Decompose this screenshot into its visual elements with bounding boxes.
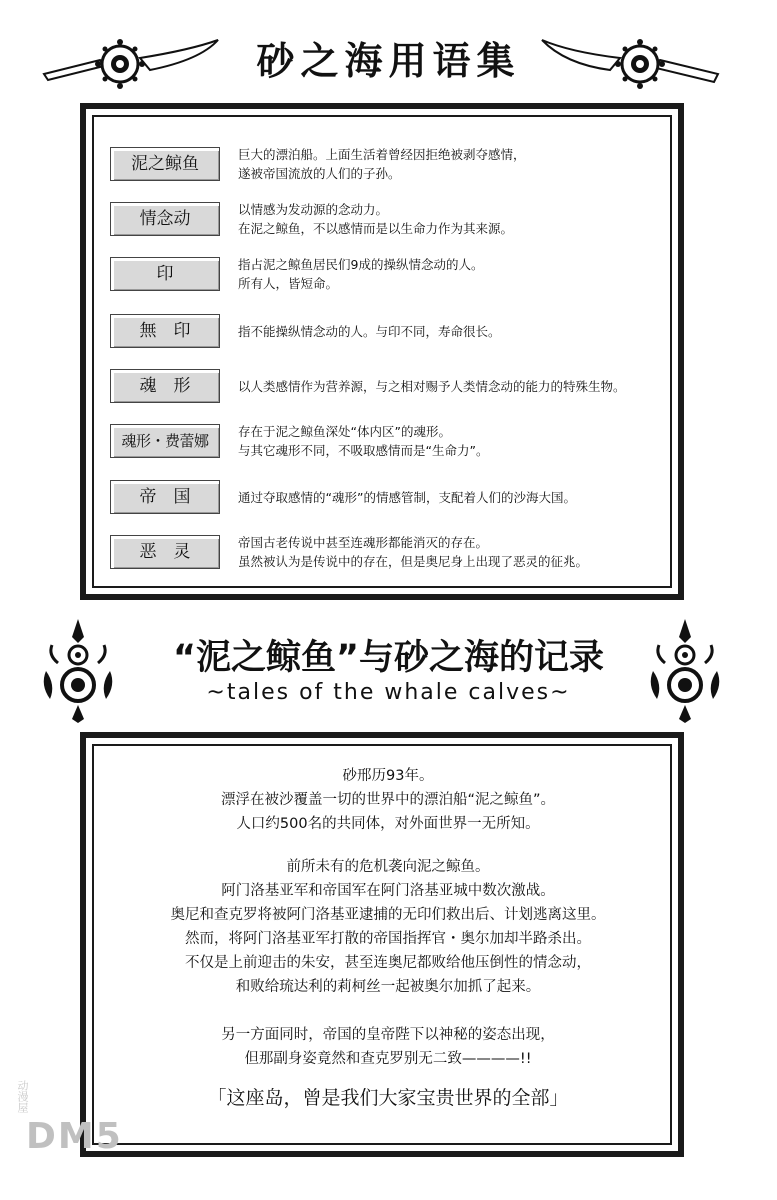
records-subtitle: ~tales of the whale calves~ [206, 680, 571, 705]
records-panel [80, 732, 684, 1157]
story-line: 漂浮在被沙覆盖一切的世界中的漂泊船“泥之鲸鱼”。 [220, 792, 556, 808]
glossary-row [110, 249, 670, 299]
definition-line: 通过夺取感情的“魂形”的情感管制，支配着人们的沙海大国。 [238, 489, 576, 505]
records-title: “泥之鲸鱼”与砂之海的记录 [172, 638, 604, 678]
story-line: 奥尼和查克罗将被阿门洛基亚逮捕的无印们救出后、计划逃离这里。 [170, 907, 606, 923]
term-label: 魂形・费蕾娜 [110, 424, 220, 458]
definition-line: 虽然被认为是传说中的存在，但是奥尼身上出现了恶灵的征兆。 [238, 554, 589, 569]
term-label: 帝 国 [110, 480, 220, 514]
definition-line: 所有人，皆短命。 [238, 276, 339, 291]
story-line: 但那副身姿竟然和查克罗别无二致————!! [244, 1051, 532, 1067]
term-label: 情念动 [110, 202, 220, 236]
watermark-logo: DM5 [26, 1116, 123, 1157]
glossary-row [110, 194, 670, 244]
glossary-row [110, 361, 670, 411]
definition-line: 在泥之鲸鱼，不以感情而是以生命力作为其来源。 [238, 221, 514, 236]
watermark-side-text: 动漫屋 [16, 1080, 29, 1113]
story-line: 然而，将阿门洛基亚军打散的帝国指挥官・奥尔加却半路杀出。 [185, 931, 591, 947]
definition-line: 以情感为发动源的念动力。 [238, 202, 389, 217]
definition-line: 帝国古老传说中甚至连魂形都能消灭的存在。 [238, 535, 489, 550]
term-definition [238, 194, 678, 244]
term-definition [238, 527, 678, 577]
term-label: 魂 形 [110, 369, 220, 403]
page-title: 砂之海用语集 [256, 39, 521, 83]
sword-ornament-right-icon [540, 30, 725, 90]
term-definition [238, 472, 678, 522]
definition-line: 存在于泥之鲸鱼深处“体内区”的魂形。 [238, 424, 451, 439]
story-line: 人口约500名的共同体，对外面世界一无所知。 [236, 816, 540, 832]
closing-quote: 「这座岛，曾是我们大家宝贵世界的全部」 [207, 1087, 569, 1109]
term-definition [238, 249, 678, 299]
definition-line: 指不能操纵情念动的人。与印不同，寿命很长。 [238, 323, 501, 339]
story-line: 不仅是上前迎击的朱安，甚至连奥尼都败给他压倒性的情念动， [185, 955, 591, 971]
glossary-panel [80, 103, 684, 600]
glossary-row [110, 416, 670, 466]
story-paragraph [96, 764, 680, 836]
sword-ornament-left-icon [40, 30, 220, 90]
watermark [8, 1080, 123, 1180]
term-label: 泥之鲸鱼 [110, 147, 220, 181]
story-line: 另一方面同时，帝国的皇帝陛下以神秘的姿态出现， [221, 1027, 555, 1043]
term-label: 恶 灵 [110, 535, 220, 569]
story-paragraph [96, 1023, 680, 1071]
term-definition [238, 139, 678, 189]
term-definition [238, 416, 678, 466]
story-paragraph [96, 855, 680, 999]
definition-line: 遂被帝国流放的人们的子孙。 [238, 166, 401, 181]
definition-line: 指占泥之鲸鱼居民们9成的操纵情念动的人。 [238, 257, 484, 272]
definition-line: 以人类感情作为营养源，与之相对赐予人类情念动的能力的特殊生物。 [238, 378, 626, 394]
story-line: 和败给琉达利的莉柯丝一起被奥尔加抓了起来。 [235, 979, 541, 995]
glossary-row [110, 527, 670, 577]
term-definition [238, 361, 678, 411]
term-definition [238, 306, 678, 356]
definition-line: 巨大的漂泊船。上面生活着曾经因拒绝被剥夺感情， [238, 147, 526, 162]
term-label: 印 [110, 257, 220, 291]
term-label: 無 印 [110, 314, 220, 348]
glossary-row [110, 306, 670, 356]
glossary-row [110, 472, 670, 522]
definition-line: 与其它魂形不同，不吸取感情而是“生命力”。 [238, 443, 489, 458]
glossary-row [110, 139, 670, 189]
story-line: 阿门洛基亚军和帝国军在阿门洛基亚城中数次激战。 [221, 883, 555, 899]
story-line: 前所未有的危机袭向泥之鲸鱼。 [286, 859, 490, 875]
story-line: 砂邢历93年。 [342, 768, 434, 784]
